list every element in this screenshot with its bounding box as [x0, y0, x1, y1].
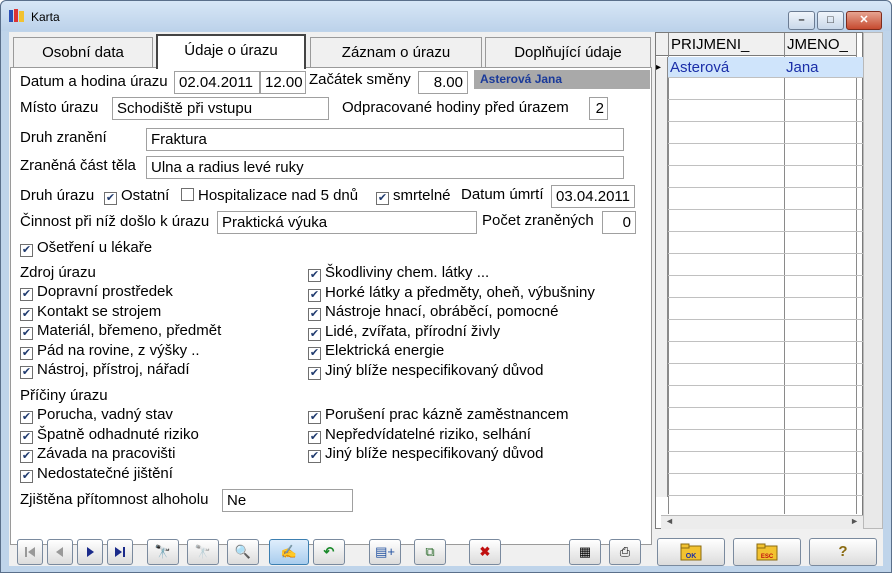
- check-icon: ✔: [21, 411, 32, 423]
- copy-record-button[interactable]: [414, 539, 446, 565]
- check-icon: ✔: [21, 327, 32, 339]
- hospitalizace-label: Hospitalizace nad 5 dnů: [198, 187, 359, 204]
- row-indicator[interactable]: [656, 431, 668, 453]
- row-indicator[interactable]: [656, 79, 668, 101]
- delete-record-button[interactable]: [469, 539, 501, 565]
- hodina-field[interactable]: 12.00: [260, 71, 306, 94]
- help-icon: ?: [838, 543, 848, 560]
- row-indicator[interactable]: [656, 299, 668, 321]
- druh-urazu-label: Druh úrazu: [20, 187, 95, 204]
- checkbox-item[interactable]: [308, 445, 543, 463]
- checkbox-label: Elektrická energie: [325, 342, 445, 359]
- row-indicator[interactable]: [656, 167, 668, 189]
- injury-form: [10, 67, 652, 545]
- checkbox-label: Špatně odhadnuté riziko: [37, 425, 199, 443]
- cell-prijmeni[interactable]: Asterová: [670, 59, 730, 76]
- misto-label: Místo úrazu: [20, 99, 99, 116]
- zacatek-label: Začátek směny: [309, 71, 411, 88]
- odpracovane-label: Odpracované hodiny před úrazem: [342, 99, 569, 116]
- previous-record-icon: [53, 545, 67, 559]
- check-icon: ✔: [377, 192, 388, 204]
- row-indicator[interactable]: [656, 277, 668, 299]
- first-record-button[interactable]: [17, 539, 43, 565]
- tab-label: Záznam o úrazu: [341, 44, 451, 61]
- check-icon: ✔: [21, 288, 32, 300]
- row-indicator[interactable]: [656, 101, 668, 123]
- ostatni-checkbox[interactable]: [104, 187, 169, 205]
- escape-button[interactable]: [733, 538, 801, 566]
- checkbox-item[interactable]: [20, 426, 199, 444]
- table-row[interactable]: [668, 277, 863, 298]
- row-indicator[interactable]: [656, 343, 668, 365]
- checkbox-item[interactable]: [20, 465, 173, 483]
- column-header-jmeno[interactable]: JMENO_: [784, 33, 856, 56]
- checkbox-label: Lidé, zvířata, přírodní živly: [325, 322, 501, 340]
- checkbox-item[interactable]: [20, 303, 161, 321]
- datum-umrti-field[interactable]: 03.04.2011: [551, 185, 635, 208]
- find-next-button[interactable]: [187, 539, 219, 565]
- maximize-button[interactable]: [817, 11, 844, 30]
- grid-corner: [656, 33, 668, 56]
- osetreni-label: Ošetření u lékaře: [37, 239, 153, 256]
- check-icon: ✔: [309, 366, 320, 379]
- druh-zraneni-label: Druh zranění: [20, 129, 107, 146]
- app-icon: [9, 9, 25, 23]
- check-icon: ✔: [309, 450, 320, 462]
- table-row[interactable]: [668, 255, 863, 276]
- checkbox-label: Horké látky a předměty, oheň, výbušniny: [325, 283, 595, 301]
- table-row[interactable]: [668, 431, 863, 452]
- tab-doplnujici-udaje[interactable]: [485, 37, 651, 68]
- odpracovane-field[interactable]: 2: [589, 97, 608, 120]
- table-row[interactable]: [668, 343, 863, 364]
- empty-checkbox-icon: [181, 188, 194, 201]
- next-record-button[interactable]: [77, 539, 103, 565]
- copy-record-icon: ⧉: [425, 544, 435, 559]
- ostatni-label: Ostatní: [121, 187, 170, 204]
- check-icon: ✔: [309, 308, 320, 320]
- row-indicator[interactable]: [656, 211, 668, 233]
- report-button[interactable]: [569, 539, 601, 565]
- row-indicator[interactable]: [656, 387, 668, 409]
- last-record-icon: [113, 545, 127, 559]
- pocet-label: Počet zraněných: [482, 212, 594, 229]
- druh-zraneni-field[interactable]: Fraktura: [146, 128, 624, 151]
- horizontal-scrollbar[interactable]: [661, 515, 863, 529]
- ok-folder-icon: [680, 542, 702, 562]
- title-bar[interactable]: [1, 1, 891, 31]
- smrtelne-label: smrtelné: [393, 187, 451, 204]
- checkbox-item[interactable]: [20, 445, 175, 463]
- tab-zaznam-o-urazu[interactable]: [310, 37, 482, 68]
- table-row[interactable]: [668, 321, 863, 342]
- row-indicator[interactable]: [656, 233, 668, 255]
- zranena-cast-field[interactable]: Ulna a radius levé ruky: [146, 156, 624, 179]
- table-row[interactable]: [668, 167, 863, 188]
- row-indicator[interactable]: [656, 321, 668, 343]
- checkbox-item[interactable]: [308, 362, 543, 380]
- datum-field[interactable]: 02.04.2011: [174, 71, 260, 94]
- person-badge: Asterová Jana: [474, 70, 650, 89]
- records-grid[interactable]: [655, 32, 863, 529]
- checkbox-item[interactable]: [308, 323, 500, 341]
- tab-label: Údaje o úrazu: [184, 42, 278, 59]
- check-icon: ✔: [309, 347, 320, 359]
- table-row[interactable]: [668, 123, 863, 144]
- checkbox-label: Nástroj, přístroj, nářadí: [37, 361, 190, 378]
- delete-record-icon: ✖: [479, 544, 491, 559]
- row-indicator[interactable]: [656, 123, 668, 145]
- table-row[interactable]: [668, 145, 863, 166]
- hospitalizace-checkbox[interactable]: [181, 187, 358, 205]
- maximize-icon: □: [827, 14, 834, 26]
- undo-button[interactable]: [313, 539, 345, 565]
- checkbox-label: Nedostatečné jištění: [37, 464, 173, 482]
- misto-field[interactable]: Schodiště při vstupu: [112, 97, 329, 120]
- cell-jmeno[interactable]: Jana: [786, 59, 819, 76]
- svg-text:ESC: ESC: [760, 554, 774, 560]
- check-icon: ✔: [21, 469, 32, 482]
- checkbox-label: Materiál, břemeno, předmět: [37, 322, 222, 339]
- checkbox-item[interactable]: [20, 322, 221, 340]
- ok-button[interactable]: [657, 538, 725, 566]
- add-record-icon: ▤+: [375, 544, 395, 559]
- table-row[interactable]: [668, 409, 863, 430]
- zacatek-field[interactable]: 8.00: [418, 71, 468, 94]
- checkbox-item[interactable]: [20, 406, 173, 424]
- add-record-button[interactable]: [369, 539, 401, 565]
- tab-osobni-data[interactable]: [13, 37, 153, 68]
- alkohol-field[interactable]: Ne: [222, 489, 353, 512]
- check-icon: ✔: [21, 430, 32, 443]
- vertical-scrollbar[interactable]: [863, 32, 883, 529]
- check-icon: ✔: [309, 269, 320, 281]
- binoculars-icon: 🔍: [234, 544, 252, 559]
- last-record-button[interactable]: [107, 539, 133, 565]
- check-icon: ✔: [309, 411, 320, 423]
- table-row[interactable]: [668, 475, 863, 496]
- checkbox-label: Porucha, vadný stav: [37, 406, 173, 423]
- alkohol-label: Zjištěna přítomnost alhoholu: [20, 491, 209, 508]
- checkbox-label: Nástroje hnací, obráběcí, pomocné: [325, 303, 559, 320]
- find-first-button[interactable]: [147, 539, 179, 565]
- pocet-field[interactable]: 0: [602, 211, 636, 234]
- previous-record-button[interactable]: [47, 539, 73, 565]
- datum-label: Datum a hodina úrazu: [20, 73, 168, 90]
- next-record-icon: [83, 545, 97, 559]
- checkbox-label: Závada na pracovišti: [37, 445, 176, 462]
- priciny-heading: Příčiny úrazu: [20, 387, 108, 404]
- row-indicator[interactable]: [656, 189, 668, 211]
- binoculars-next-icon: 🔭: [194, 544, 212, 559]
- check-icon: ✔: [105, 192, 116, 204]
- row-indicator[interactable]: ▸: [656, 57, 668, 79]
- checkbox-label: Pád na rovine, z výšky ..: [37, 341, 200, 359]
- checkbox-item[interactable]: [308, 342, 444, 360]
- report-icon: ▦: [578, 544, 592, 559]
- table-row[interactable]: [668, 79, 863, 100]
- edit-hand-icon: ✍: [280, 544, 298, 559]
- row-indicator[interactable]: [656, 453, 668, 475]
- row-indicator[interactable]: [656, 145, 668, 167]
- cinnost-label: Činnost při níž došlo k úrazu: [20, 213, 210, 230]
- zdroj-heading: Zdroj úrazu: [20, 264, 96, 281]
- datum-umrti-label: Datum úmrtí: [461, 186, 544, 203]
- check-icon: ✔: [309, 430, 320, 443]
- checkbox-label: Porušení prac kázně zaměstnancem: [325, 406, 569, 423]
- table-row[interactable]: [668, 387, 863, 408]
- first-record-icon: [23, 545, 37, 559]
- tab-label: Doplňující údaje: [514, 44, 622, 61]
- minimize-button[interactable]: [788, 11, 815, 30]
- checkbox-item[interactable]: [308, 264, 489, 282]
- check-icon: ✔: [309, 327, 320, 340]
- check-icon: ✔: [21, 346, 32, 359]
- checkbox-label: Jiný blíže nespecifikovaný důvod: [325, 445, 544, 462]
- checkbox-item[interactable]: [308, 284, 595, 302]
- table-row[interactable]: [668, 233, 863, 254]
- checkbox-item[interactable]: [308, 303, 558, 321]
- row-indicator[interactable]: [656, 409, 668, 431]
- checkbox-item[interactable]: [20, 361, 190, 379]
- table-row[interactable]: [668, 365, 863, 386]
- tab-label: Osobní data: [42, 44, 124, 61]
- printer-icon: ⎙: [619, 544, 631, 559]
- table-row[interactable]: [668, 453, 863, 474]
- cinnost-field[interactable]: Praktická výuka: [217, 211, 477, 234]
- checkbox-item[interactable]: [308, 406, 568, 424]
- checkbox-label: Nepředvídatelné riziko, selhání: [325, 425, 531, 443]
- check-icon: ✔: [21, 366, 32, 378]
- binoculars-first-icon: 🔭: [154, 544, 172, 559]
- checkbox-item[interactable]: [308, 426, 531, 444]
- checkbox-label: Škodliviny chem. látky ...: [325, 264, 490, 281]
- tab-udaje-o-urazu[interactable]: [156, 34, 306, 69]
- checkbox-label: Jiný blíže nespecifikovaný důvod: [325, 361, 544, 379]
- close-icon: ✕: [859, 14, 869, 26]
- table-row[interactable]: [668, 189, 863, 210]
- table-row[interactable]: [668, 101, 863, 122]
- check-icon: ✔: [309, 288, 320, 301]
- checkbox-item[interactable]: [20, 342, 200, 360]
- esc-folder-icon: [756, 542, 778, 562]
- row-indicator[interactable]: [656, 365, 668, 387]
- help-button[interactable]: [809, 538, 877, 566]
- check-icon: ✔: [21, 244, 32, 256]
- minimize-icon: –: [798, 14, 805, 26]
- row-indicator[interactable]: [656, 475, 668, 497]
- check-icon: ✔: [21, 450, 32, 462]
- scroll-right-icon[interactable]: ►: [850, 516, 859, 526]
- scroll-left-icon[interactable]: ◄: [665, 516, 674, 526]
- row-indicator[interactable]: [656, 255, 668, 277]
- window-title: Karta: [31, 10, 60, 24]
- print-button[interactable]: [609, 539, 641, 565]
- column-header-prijmeni[interactable]: PRIJMENI_: [668, 33, 784, 56]
- smrtelne-checkbox[interactable]: [376, 187, 451, 205]
- zranena-cast-label: Zraněná část těla: [20, 157, 136, 174]
- check-icon: ✔: [21, 307, 32, 320]
- checkbox-label: Kontakt se strojem: [37, 302, 162, 320]
- osetreni-checkbox[interactable]: [20, 239, 152, 257]
- svg-text:OK: OK: [685, 553, 697, 560]
- table-row[interactable]: [668, 57, 863, 78]
- client-area: [9, 32, 883, 566]
- checkbox-item[interactable]: [20, 283, 173, 301]
- table-row[interactable]: [668, 211, 863, 232]
- table-row[interactable]: [668, 299, 863, 320]
- search-button[interactable]: [227, 539, 259, 565]
- undo-icon: ↶: [323, 544, 335, 559]
- checkbox-label: Dopravní prostředek: [37, 283, 173, 300]
- edit-button[interactable]: [269, 539, 309, 565]
- close-button[interactable]: [846, 11, 882, 30]
